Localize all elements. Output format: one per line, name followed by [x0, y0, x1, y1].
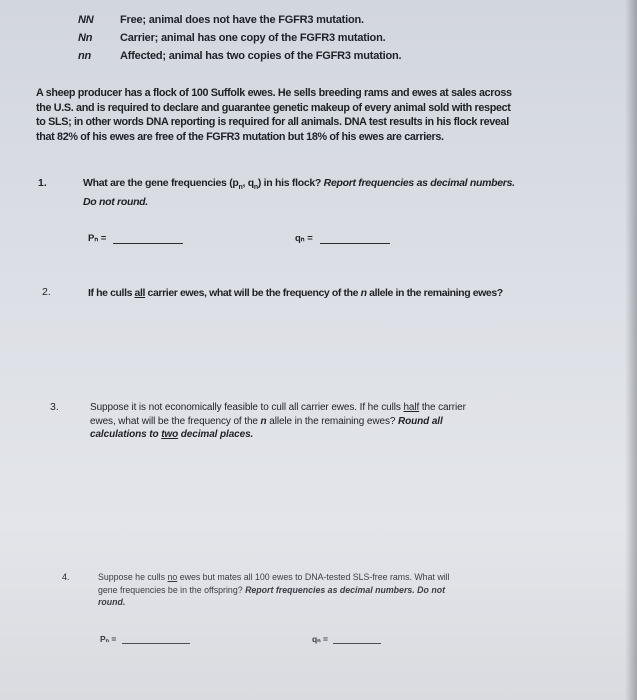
question-4-number: 4.	[62, 572, 70, 582]
question-2-number: 2.	[42, 286, 51, 298]
intro-line: the U.S. and is required to declare and guarantee genetic makeup of every animal sold with respect	[36, 101, 511, 114]
key-row-carrier	[78, 32, 385, 44]
p-blank-label: Pₙ =	[100, 634, 117, 644]
p-answer-line[interactable]	[113, 243, 183, 244]
genotype-desc: Carrier; animal has one copy of the FGFR3 mutation.	[120, 32, 386, 44]
question-3-text: Suppose it is not economically feasible to cull all carrier ewes. If he culls half the carrier ewes, what will be the frequency of the n allele in the remaining ewes? Round all calculations to two decimal places.	[90, 402, 466, 440]
genotype-code: NN	[78, 14, 94, 26]
intro-line: that 82% of his ewes are free of the FGFR3 mutation but 18% of his ewes are carriers.	[36, 130, 444, 143]
genotype-desc: Free; animal does not have the FGFR3 mutation.	[120, 14, 364, 26]
percent-free: 82%	[57, 130, 78, 143]
genotype-code: nn	[78, 50, 92, 62]
q-answer-line[interactable]	[320, 243, 390, 244]
question-3-number: 3.	[50, 401, 59, 413]
p-blank-label: Pₙ =	[88, 233, 107, 244]
genotype-code: Nn	[78, 32, 93, 44]
question-4-text: Suppose he culls no ewes but mates all 100 ewes to DNA-tested SLS-free rams. What will gene frequencies be in the offspring? Report frequencies as decimal numbers. Do not round.	[98, 572, 450, 607]
question-2-text: If he culls all carrier ewes, what will be the frequency of the n allele in the remaining ewes?	[88, 287, 503, 299]
key-row-free	[78, 14, 364, 26]
intro-line: to SLS; in other words DNA reporting is required for all animals. DNA test results in his flock reveal	[36, 116, 509, 128]
q-answer-line[interactable]	[333, 643, 381, 644]
key-row-affected	[78, 50, 401, 62]
q-blank-label: qₙ =	[295, 233, 313, 244]
percent-carrier: 18%	[306, 130, 327, 143]
instruction-emphasis: Report frequencies as decimal numbers.	[323, 177, 515, 189]
page-edge-shadow	[625, 0, 637, 700]
q-blank-label: qₙ =	[312, 634, 328, 644]
question-1-text: What are the gene frequencies ($p_n$, $q_n$) in his flock? Report frequencies as decimal numbers. Do not round.	[83, 177, 515, 209]
question-1-number: 1.	[38, 177, 47, 189]
p-answer-line[interactable]	[122, 643, 190, 644]
genotype-desc: Affected; animal has two copies of the FGFR3 mutation.	[120, 50, 402, 62]
intro-line: A sheep producer has a flock of 100 Suffolk ewes. He sells breeding rams and ewes at sales across	[36, 87, 512, 99]
intro-paragraph	[36, 86, 606, 144]
